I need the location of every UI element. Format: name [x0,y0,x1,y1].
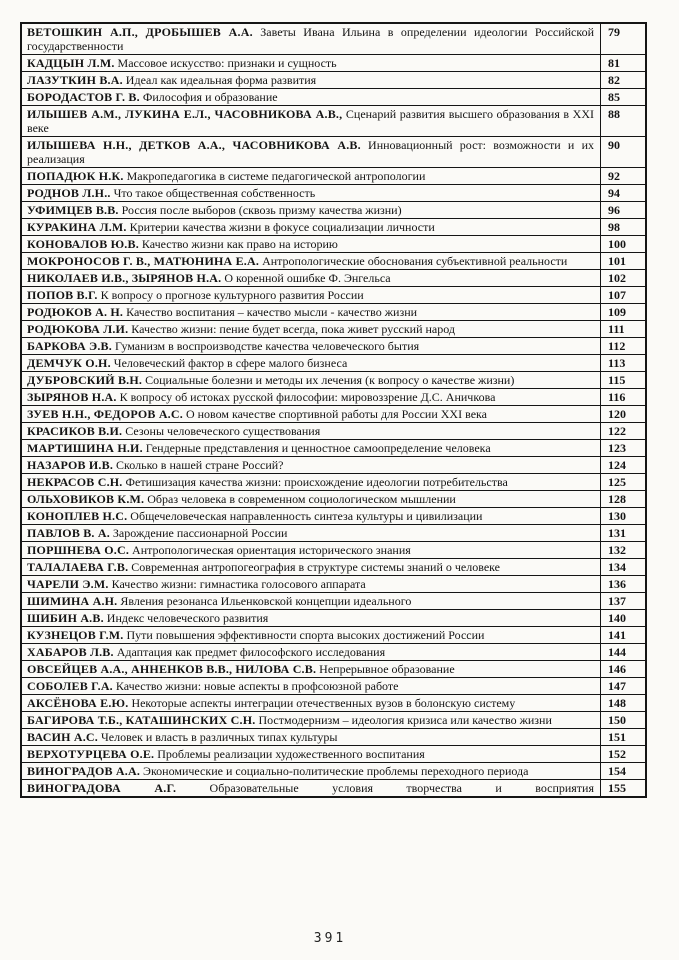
toc-page-number: 98 [600,219,645,235]
toc-title: Зарождение пассионарной России [109,526,288,540]
toc-row [22,338,645,355]
toc-authors: ШИБИН А.В. [27,611,104,625]
toc-entry-text [22,644,600,660]
toc-title: Экономические и социально-политические проблемы переходного периода [140,764,529,778]
toc-row [22,525,645,542]
toc-row [22,440,645,457]
toc-row [22,491,645,508]
toc-title: Образ человека в современном социологическом мышлении [144,492,456,506]
toc-page-number: 124 [600,457,645,473]
toc-entry-text [22,372,600,388]
toc-entry-text [22,219,600,235]
toc-page-number: 134 [600,559,645,575]
toc-entry-text [22,678,600,694]
toc-entry-text [22,338,600,354]
toc-entry-text [22,559,600,575]
toc-page-number: 109 [600,304,645,320]
toc-row [22,321,645,338]
toc-entry-text [22,491,600,507]
toc-page-number: 85 [600,89,645,105]
toc-row [22,559,645,576]
toc-entry-text [22,610,600,626]
toc-title: Критерии качества жизни в фокусе социализации личности [126,220,435,234]
toc-row [22,661,645,678]
toc-page-number: 94 [600,185,645,201]
toc-authors: ШИМИНА А.Н. [27,594,118,608]
toc-authors: ПАВЛОВ В. А. [27,526,110,540]
toc-title: Индекс человеческого развития [103,611,269,625]
toc-entry-text [22,270,600,286]
toc-entry-text [22,202,600,218]
toc-row [22,729,645,746]
toc-page-number: 147 [600,678,645,694]
toc-authors: ПОПОВ В.Г. [27,288,98,302]
toc-title: Антропологические обоснования субъективной реальности [259,254,568,268]
toc-title: Качество жизни: новые аспекты в профсоюзной работе [112,679,399,693]
toc-row [22,168,645,185]
toc-row [22,389,645,406]
toc-page-number: 88 [600,106,645,136]
toc-entry-text [22,106,600,136]
toc-entry-text [22,423,600,439]
toc-row [22,253,645,270]
toc-row [22,746,645,763]
toc-row [22,627,645,644]
toc-page-number: 144 [600,644,645,660]
toc-authors: ЛАЗУТКИН В.А. [27,73,123,87]
toc-entry-text [22,542,600,558]
toc-title: Заветы Ивана Ильина в определении идеологии Российской государственности [27,25,595,53]
toc-row [22,678,645,695]
toc-page-number: 116 [600,389,645,405]
toc-title: Массовое искусство: признаки и сущность [114,56,337,70]
toc-title: Макропедагогика в системе педагогической антропологии [123,169,426,183]
toc-authors: КРАСИКОВ В.И. [27,424,123,438]
toc-page-number: 101 [600,253,645,269]
toc-row [22,372,645,389]
toc-row [22,304,645,321]
toc-title: Россия после выборов (сквозь призму качества жизни) [118,203,402,217]
toc-row [22,185,645,202]
toc-title: Качество жизни: пение будет всегда, пока живет русский народ [128,322,456,336]
toc-authors: НИКОЛАЕВ И.В., ЗЫРЯНОВ Н.А. [27,271,222,285]
toc-entry-text [22,355,600,371]
toc-page-number: 90 [600,137,645,167]
toc-entry-text [22,576,600,592]
toc-authors: ЗЫРЯНОВ Н.А. [27,390,117,404]
toc-title: Сценарий развития высшего образования в XXI веке [27,107,594,135]
toc-entry-text [22,474,600,490]
toc-entry-text [22,287,600,303]
toc-title: Инновационный рост: возможности и их реализация [27,138,594,166]
toc-authors: БАРКОВА Э.В. [27,339,112,353]
toc-row [22,202,645,219]
toc-authors: ИЛЫШЕВ А.М., ЛУКИНА Е.Л., ЧАСОВНИКОВА А.В., [27,107,343,121]
toc-row [22,219,645,236]
toc-row [22,712,645,729]
toc-entry-text [22,695,600,711]
toc-page-number: 125 [600,474,645,490]
toc-title: Пути повышения эффективности спорта высоких достижений России [123,628,485,642]
toc-page-number: 115 [600,372,645,388]
toc-title: Образовательные условия творчества и восприятия [176,781,594,795]
toc-authors: ВЕРХОТУРЦЕВА О.Е. [27,747,155,761]
toc-title: Качество жизни: гимнастика голосового аппарата [108,577,366,591]
toc-page-number: 151 [600,729,645,745]
toc-entry-text [22,72,600,88]
toc-page-number: 154 [600,763,645,779]
toc-authors: ТАЛАЛАЕВА Г.В. [27,560,129,574]
toc-title: Явления резонанса Ильенковской концепции идеального [117,594,412,608]
toc-entry-text [22,627,600,643]
toc-authors: КОНОВАЛОВ Ю.В. [27,237,139,251]
toc-row [22,72,645,89]
toc-row [22,508,645,525]
toc-authors: КУЗНЕЦОВ Г.М. [27,628,124,642]
toc-row [22,610,645,627]
toc-entry-text [22,304,600,320]
toc-row [22,457,645,474]
toc-entry-text [22,253,600,269]
toc-page-number: 136 [600,576,645,592]
toc-title: Адаптация как предмет философского исследования [113,645,386,659]
toc-row [22,576,645,593]
toc-authors: АКСЁНОВА Е.Ю. [27,696,129,710]
toc-row [22,644,645,661]
toc-authors: ОЛЬХОВИКОВ К.М. [27,492,145,506]
toc-entry-text [22,168,600,184]
toc-authors: МОКРОНОСОВ Г. В., МАТЮНИНА Е.А. [27,254,260,268]
toc-title: Постмодернизм – идеология кризиса или качество жизни [255,713,552,727]
toc-row [22,542,645,559]
toc-title: О коренной ошибке Ф. Энгельса [221,271,391,285]
toc-page-number: 130 [600,508,645,524]
toc-row [22,780,645,796]
toc-row [22,287,645,304]
toc-entry-text [22,24,600,54]
toc-title: Философия и образование [139,90,278,104]
toc-row [22,355,645,372]
toc-authors: ВИНОГРАДОВ А.А. [27,764,141,778]
toc-row [22,593,645,610]
toc-row [22,24,645,55]
toc-row [22,695,645,712]
toc-row [22,89,645,106]
toc-table [20,22,647,798]
toc-authors: ХАБАРОВ Л.В. [27,645,114,659]
toc-entry-text [22,457,600,473]
toc-entry-text [22,593,600,609]
toc-authors: МАРТИШИНА Н.И. [27,441,143,455]
toc-page-number: 112 [600,338,645,354]
toc-entry-text [22,236,600,252]
toc-page-number: 79 [600,24,645,54]
toc-entry-text [22,137,600,167]
toc-authors: БОРОДАСТОВ Г. В. [27,90,140,104]
toc-title: Современная антропогеография в структуре системы знаний о человеке [128,560,501,574]
toc-title: Сколько в нашей стране Россий? [113,458,284,472]
toc-authors: ДУБРОВСКИЙ В.Н. [27,373,143,387]
toc-page-number: 155 [600,780,645,796]
toc-authors: ОВСЕЙЦЕВ А.А., АННЕНКОВ В.В., НИЛОВА С.В. [27,662,317,676]
toc-entry-text [22,406,600,422]
toc-authors: КУРАКИНА Л.М. [27,220,127,234]
toc-row [22,270,645,287]
toc-title: Человек и власть в различных типах культуры [97,730,338,744]
toc-title: Сезоны человеческого существования [122,424,321,438]
toc-page-number: 128 [600,491,645,507]
toc-page-number: 141 [600,627,645,643]
toc-page-number: 113 [600,355,645,371]
toc-authors: ИЛЫШЕВА Н.Н., ДЕТКОВ А.А., ЧАСОВНИКОВА А.В. [27,138,361,152]
footer-page-number: 391 [313,931,347,946]
toc-authors: ПОРШНЕВА О.С. [27,543,130,557]
toc-entry-text [22,321,600,337]
toc-row [22,236,645,253]
toc-title: Что такое общественная собственность [110,186,316,200]
toc-authors: РОДНОВ Л.Н.. [27,186,111,200]
toc-title: Гендерные представления и ценностное самоопределение человека [142,441,491,455]
toc-page-number: 150 [600,712,645,728]
toc-authors: РОДЮКОВ А. Н. [27,305,124,319]
toc-authors: ЗУЕВ Н.Н., ФЕДОРОВ А.С. [27,407,183,421]
toc-entry-text [22,440,600,456]
toc-page-number: 120 [600,406,645,422]
toc-row [22,763,645,780]
toc-entry-text [22,746,600,762]
toc-authors: КОНОПЛЕВ Н.С. [27,509,128,523]
toc-row [22,406,645,423]
toc-title: Антропологическая ориентация исторического знания [129,543,411,557]
toc-title: Проблемы реализации художественного воспитания [154,747,425,761]
toc-page-number: 140 [600,610,645,626]
toc-title: Социальные болезни и методы их лечения (к вопросу о качестве жизни) [142,373,515,387]
toc-title: Общечеловеческая направленность синтеза культуры и цивилизации [127,509,483,523]
toc-title: Качество воспитания – качество мысли - качество жизни [123,305,418,319]
toc-page-number: 122 [600,423,645,439]
toc-title: Фетишизация качества жизни: происхождение идеологии потребительства [122,475,508,489]
toc-entry-text [22,55,600,71]
toc-row [22,474,645,491]
toc-page-number: 92 [600,168,645,184]
toc-page-number: 123 [600,440,645,456]
toc-title: Качество жизни как право на историю [138,237,338,251]
toc-page-number: 148 [600,695,645,711]
toc-authors: ЧАРЕЛИ Э.М. [27,577,109,591]
toc-authors: ДЕМЧУК О.Н. [27,356,111,370]
toc-title: Непрерывное образование [316,662,455,676]
toc-row [22,55,645,72]
toc-page-number: 111 [600,321,645,337]
toc-authors: БАГИРОВА Т.Б., КАТАШИНСКИХ С.Н. [27,713,256,727]
toc-entry-text [22,185,600,201]
toc-entry-text [22,763,600,779]
toc-page-number: 100 [600,236,645,252]
toc-page-number: 146 [600,661,645,677]
toc-authors: ВЕТОШКИН А.П., ДРОБЫШЕВ А.А. [27,25,253,39]
toc-entry-text [22,89,600,105]
toc-row [22,106,645,137]
toc-entry-text [22,525,600,541]
toc-title: Человеческий фактор в сфере малого бизнеса [110,356,348,370]
toc-authors: КАДЦЫН Л.М. [27,56,115,70]
toc-page-number: 96 [600,202,645,218]
toc-entry-text [22,780,600,796]
toc-page-number: 137 [600,593,645,609]
toc-page-number: 152 [600,746,645,762]
toc-entry-text [22,389,600,405]
toc-page-number: 82 [600,72,645,88]
toc-title: Некоторые аспекты интеграции отечественных вузов в болонскую систему [128,696,516,710]
toc-entry-text [22,508,600,524]
toc-title: К вопросу о прогнозе культурного развития России [97,288,364,302]
toc-row [22,137,645,168]
toc-authors: НАЗАРОВ И.В. [27,458,114,472]
toc-entry-text [22,661,600,677]
toc-page-number: 102 [600,270,645,286]
toc-page-number: 131 [600,525,645,541]
toc-authors: НЕКРАСОВ С.Н. [27,475,123,489]
toc-entry-text [22,729,600,745]
toc-row [22,423,645,440]
toc-authors: ПОПАДЮК Н.К. [27,169,124,183]
toc-title: О новом качестве спортивной работы для России XXI века [182,407,487,421]
toc-title: К вопросу об истоках русской философии: мировоззрение Д.С. Аничкова [116,390,496,404]
toc-page-number: 81 [600,55,645,71]
toc-page-number: 107 [600,287,645,303]
toc-authors: УФИМЦЕВ В.В. [27,203,119,217]
toc-authors: ВАСИН А.С. [27,730,98,744]
toc-page-number: 132 [600,542,645,558]
toc-title: Гуманизм в воспроизводстве качества человеческого бытия [111,339,420,353]
toc-authors: ВИНОГРАДОВА А.Г. [27,781,177,795]
toc-authors: СОБОЛЕВ Г.А. [27,679,113,693]
toc-title: Идеал как идеальная форма развития [122,73,317,87]
toc-authors: РОДЮКОВА Л.И. [27,322,129,336]
toc-entry-text [22,712,600,728]
